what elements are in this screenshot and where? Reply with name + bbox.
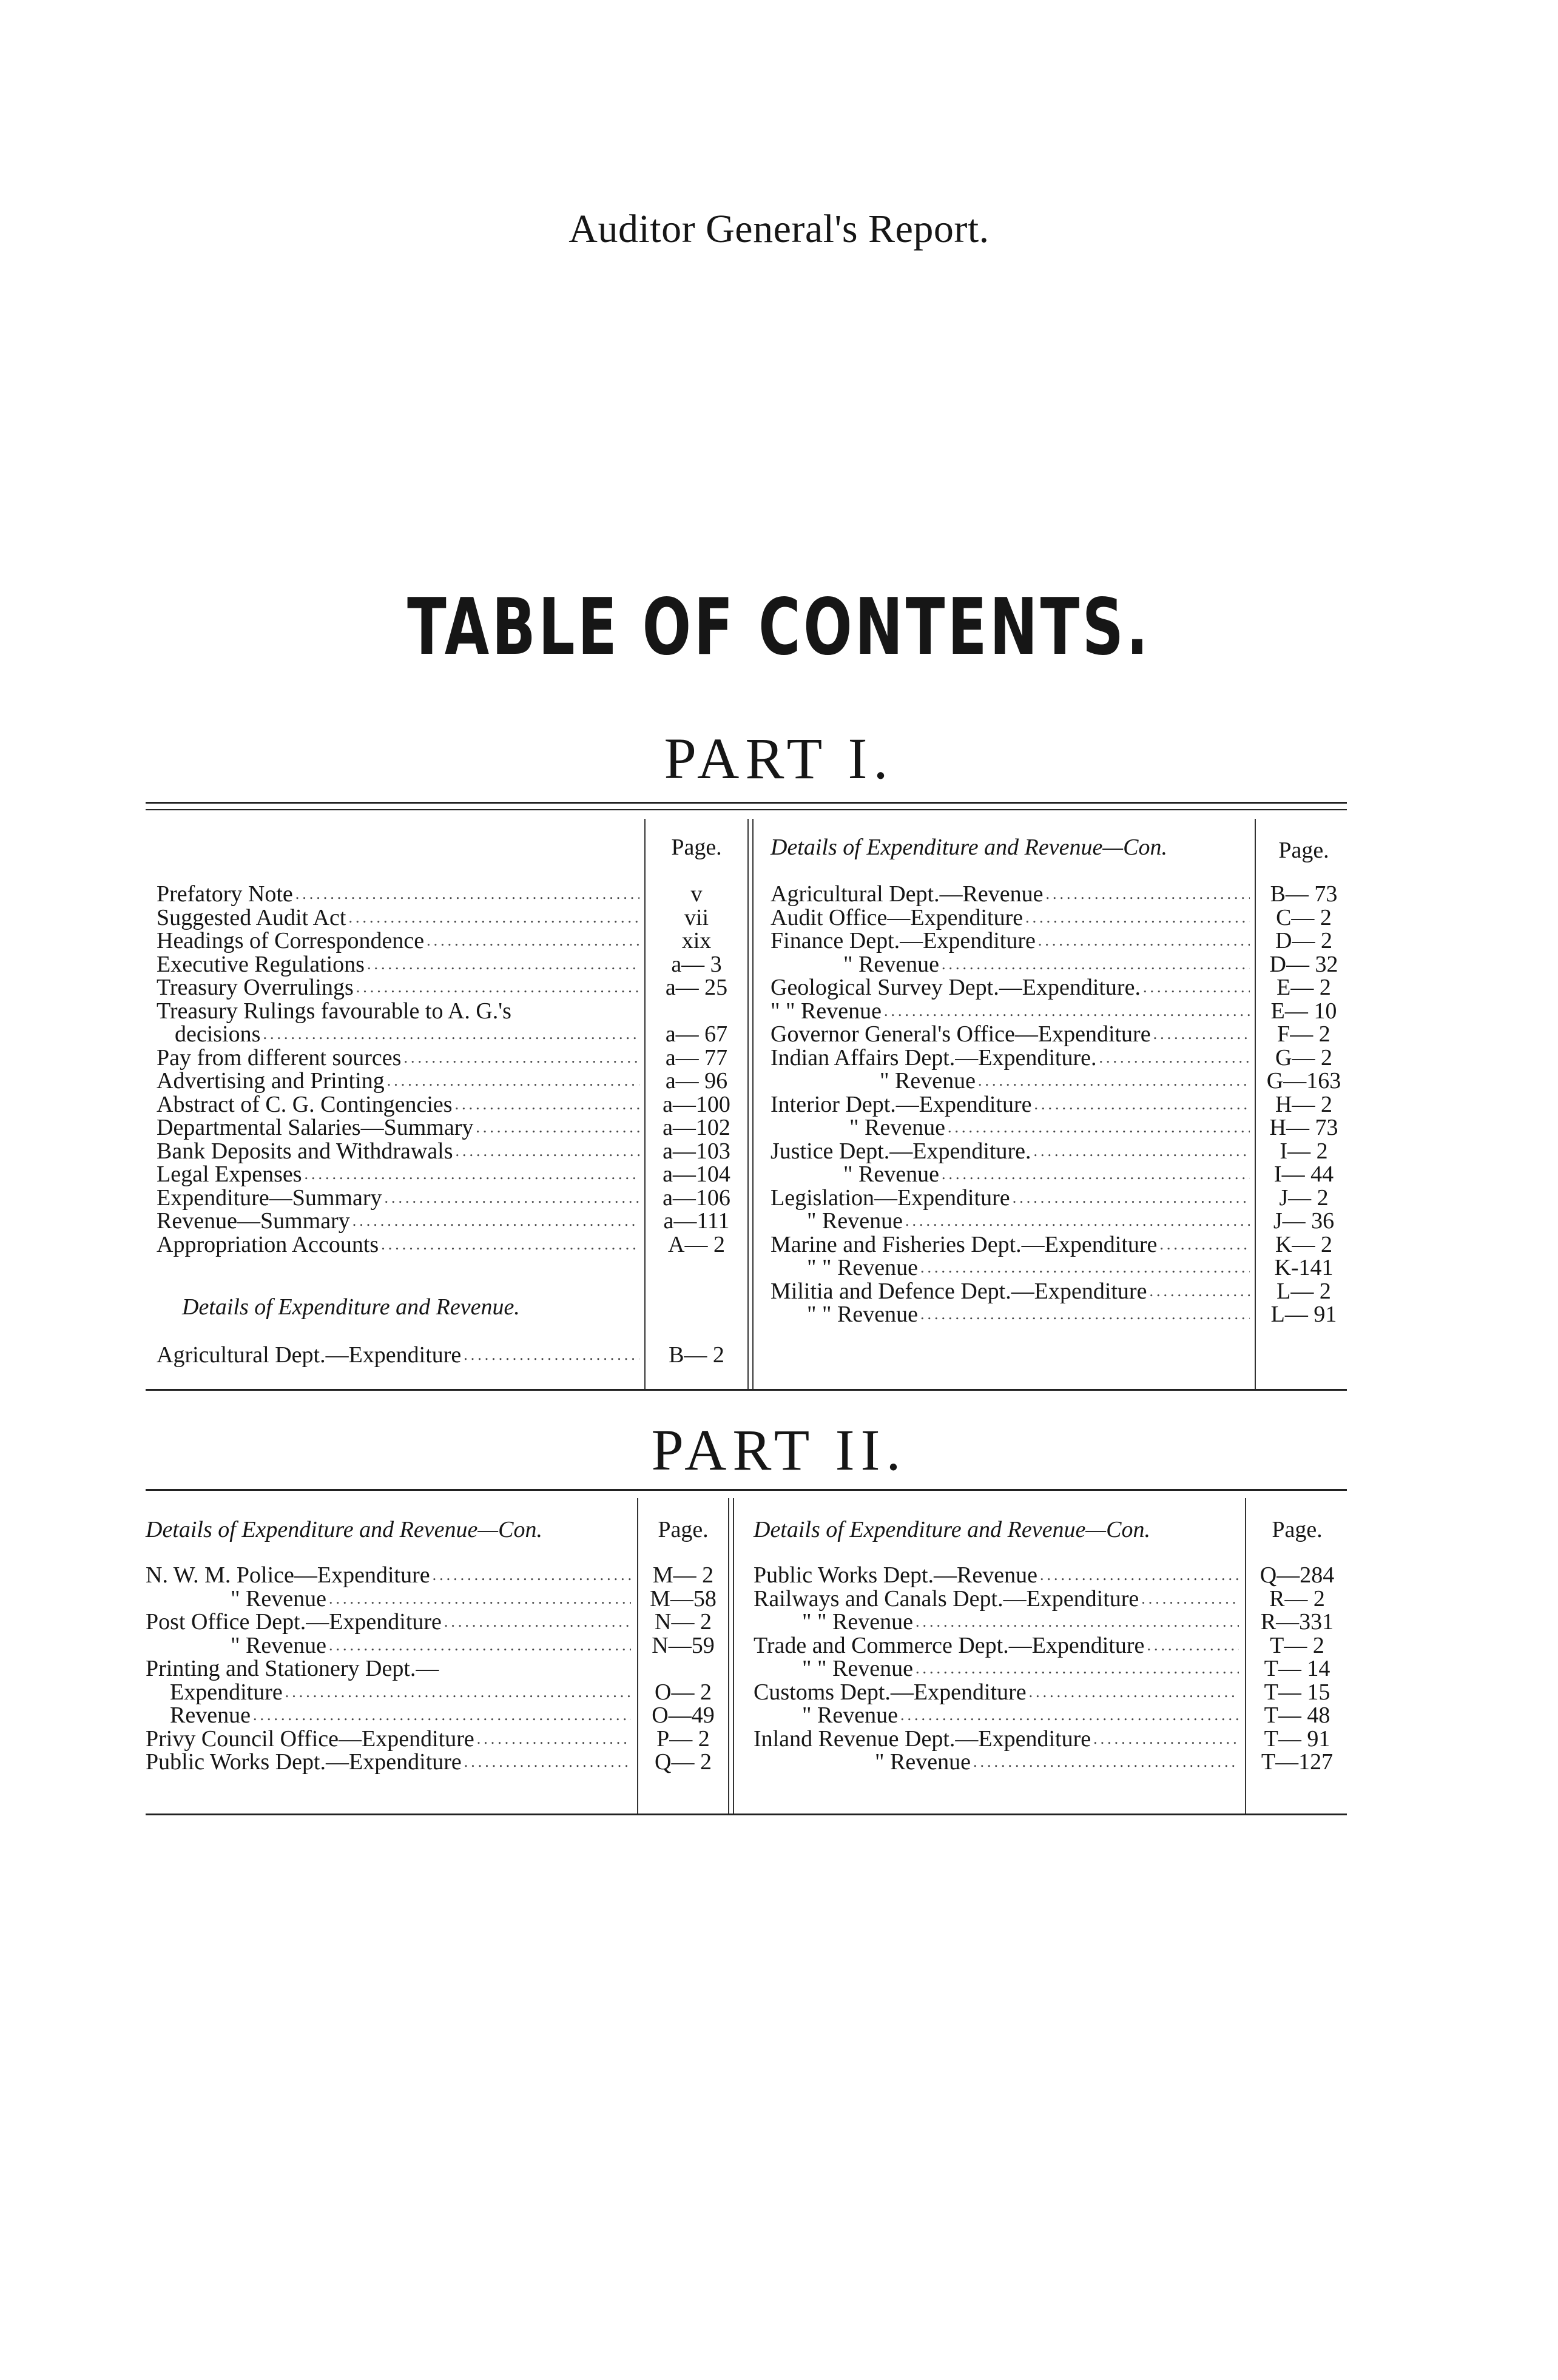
part-two-left-divider	[637, 1498, 638, 1814]
dot-leader	[905, 1209, 1250, 1232]
toc-page-number: Q—284	[1260, 1562, 1335, 1588]
toc-entry	[157, 1000, 639, 1023]
dot-leader	[455, 1093, 639, 1116]
dot-leader	[1153, 1023, 1250, 1046]
toc-page-number: R— 2	[1269, 1585, 1325, 1612]
toc-entry-label: decisions	[175, 1021, 261, 1047]
toc-entry-label: " " Revenue	[802, 1609, 913, 1635]
toc-entry	[231, 1634, 631, 1657]
dot-leader	[381, 1233, 639, 1256]
dot-leader	[1038, 929, 1250, 952]
toc-entry-label: Militia and Defence Dept.—Expenditure	[771, 1278, 1147, 1304]
toc-entry-label: " Revenue	[875, 1749, 971, 1775]
toc-entry-label: " " Revenue	[807, 1255, 918, 1280]
toc-page-number: K-141	[1274, 1255, 1334, 1280]
toc-page-number: T— 15	[1264, 1679, 1330, 1705]
toc-page-number: vii	[684, 904, 709, 930]
toc-entry	[843, 953, 1250, 976]
dot-leader	[329, 1587, 631, 1610]
toc-entry	[157, 1209, 639, 1232]
toc-entry-label: " Revenue	[849, 1115, 945, 1140]
toc-entry	[771, 1046, 1250, 1069]
toc-entry	[771, 1140, 1250, 1163]
toc-entry	[157, 906, 639, 929]
dot-leader	[942, 953, 1250, 976]
toc-entry-label: Advertising and Printing	[157, 1068, 385, 1094]
toc-entry-label: Customs Dept.—Expenditure	[754, 1679, 1027, 1705]
toc-entry	[157, 1069, 639, 1092]
part-one-center-divider	[747, 819, 749, 1389]
toc-entry-label: Interior Dept.—Expenditure	[771, 1091, 1032, 1117]
part-one-top-rule-inner	[146, 809, 1347, 810]
toc-entry-label: " Revenue	[843, 951, 939, 977]
dot-leader	[403, 1046, 639, 1069]
toc-page-number: a—104	[663, 1161, 730, 1187]
toc-entry	[880, 1069, 1250, 1092]
dot-leader	[916, 1657, 1239, 1680]
toc-entry-label: Audit Office—Expenditure	[771, 904, 1023, 930]
part-one-left-page-header: Page.	[671, 835, 722, 860]
toc-page-number: a—103	[663, 1138, 730, 1164]
toc-entry	[802, 1704, 1239, 1727]
toc-entry	[771, 906, 1250, 929]
toc-page-number: F— 2	[1277, 1021, 1330, 1047]
toc-entry	[754, 1587, 1239, 1610]
toc-entry	[157, 1163, 639, 1186]
toc-entry-label: " Revenue	[802, 1703, 898, 1728]
toc-page-number: H— 2	[1275, 1091, 1332, 1117]
toc-entry	[754, 1634, 1239, 1657]
toc-entry-label: Departmental Salaries—Summary	[157, 1115, 474, 1140]
dot-leader	[464, 1343, 639, 1366]
dot-leader	[973, 1750, 1239, 1773]
dot-leader	[942, 1163, 1250, 1186]
toc-entry-label: " Revenue	[843, 1161, 939, 1187]
dot-leader	[263, 1023, 639, 1046]
toc-entry	[170, 1704, 631, 1727]
part-one-left-divider	[644, 819, 646, 1389]
toc-page-number: O— 2	[655, 1679, 712, 1705]
toc-entry-label: Privy Council Office—Expenditure	[146, 1726, 474, 1752]
toc-entry-label: Expenditure—Summary	[157, 1185, 382, 1211]
toc-entry-label: Governor General's Office—Expenditure	[771, 1021, 1151, 1047]
dot-leader	[477, 1727, 631, 1750]
toc-entry	[771, 1023, 1250, 1046]
toc-entry	[843, 1163, 1250, 1186]
dot-leader	[456, 1140, 639, 1163]
toc-page-number: a—100	[663, 1091, 730, 1117]
toc-entry	[157, 882, 639, 906]
toc-entry-label: Agricultural Dept.—Expenditure	[157, 1342, 462, 1368]
dot-leader	[1040, 1564, 1239, 1587]
dot-leader	[285, 1681, 631, 1704]
toc-page-number: E— 2	[1276, 975, 1331, 1000]
toc-page-number: M— 2	[652, 1562, 714, 1588]
dot-leader	[367, 953, 639, 976]
toc-entry-label: Prefatory Note	[157, 881, 293, 907]
part-two-center-divider	[728, 1498, 729, 1814]
toc-entry-label: Pay from different sources	[157, 1044, 402, 1071]
toc-entry-label: " " Revenue	[807, 1302, 918, 1327]
toc-page-number: J— 36	[1273, 1208, 1335, 1234]
toc-entry	[157, 1343, 639, 1366]
part-one-top-rule	[146, 802, 1347, 804]
toc-page-number: K— 2	[1275, 1231, 1332, 1257]
toc-page-number	[648, 1000, 745, 1023]
toc-page-number: R—331	[1260, 1609, 1334, 1635]
toc-entry	[146, 1610, 631, 1633]
toc-entry	[771, 1186, 1250, 1209]
part-two-right-page-header: Page.	[1272, 1517, 1323, 1542]
toc-page-number: D— 2	[1275, 928, 1332, 953]
toc-entry	[807, 1209, 1250, 1232]
toc-entry	[157, 1140, 639, 1163]
toc-page-number: G— 2	[1275, 1044, 1332, 1071]
toc-entry	[157, 1116, 639, 1139]
toc-page-number: D— 32	[1269, 951, 1338, 977]
toc-page-number: B— 2	[669, 1342, 724, 1368]
toc-entry	[157, 1046, 639, 1069]
dot-leader	[329, 1634, 631, 1657]
toc-entry-label: " " Revenue	[802, 1656, 913, 1681]
part-one-right-page-header: Page.	[1278, 838, 1329, 863]
part-two-right-column-header: Details of Expenditure and Revenue—Con.	[754, 1517, 1150, 1542]
toc-entry-label: Suggested Audit Act	[157, 904, 346, 930]
toc-page-number: Q— 2	[655, 1749, 712, 1775]
part-two-left-page-header: Page.	[658, 1517, 709, 1542]
toc-entry	[146, 1750, 631, 1773]
part-two-heading: PART II.	[651, 1417, 907, 1482]
dot-leader	[1159, 1233, 1250, 1256]
toc-page-number: a— 96	[665, 1068, 728, 1094]
toc-page-number: I— 44	[1273, 1161, 1334, 1187]
toc-entry-label: Public Works Dept.—Expenditure	[146, 1749, 462, 1775]
toc-entry-label: Railways and Canals Dept.—Expenditure	[754, 1585, 1139, 1612]
dot-leader	[464, 1750, 631, 1773]
dot-leader	[356, 976, 639, 999]
toc-page-number: T— 48	[1264, 1703, 1330, 1728]
toc-page-number: a—102	[663, 1115, 730, 1140]
dot-leader	[1034, 1093, 1250, 1116]
dot-leader	[444, 1610, 631, 1633]
running-head: Auditor General's Report.	[568, 207, 990, 251]
toc-page-number: a— 77	[665, 1044, 728, 1071]
dot-leader	[1029, 1681, 1239, 1704]
toc-entry-label: Treasury Rulings favourable to A. G.'s	[157, 998, 511, 1024]
toc-entry-label: Headings of Correspondence	[157, 928, 425, 953]
toc-entry	[875, 1750, 1239, 1773]
dot-leader	[1143, 976, 1250, 999]
toc-entry-label: Bank Deposits and Withdrawals	[157, 1138, 453, 1164]
dot-leader	[1034, 1140, 1250, 1163]
dot-leader	[387, 1069, 639, 1092]
toc-page-number: L— 2	[1276, 1278, 1331, 1304]
dot-leader	[427, 929, 639, 952]
toc-page-number: J— 2	[1279, 1185, 1329, 1211]
toc-entry-label: " Revenue	[231, 1585, 326, 1612]
toc-entry-label: " Revenue	[880, 1068, 976, 1094]
toc-entry-label: N. W. M. Police—Expenditure	[146, 1562, 430, 1588]
dot-leader	[384, 1186, 639, 1209]
toc-entry	[771, 976, 1250, 999]
toc-entry	[771, 929, 1250, 952]
toc-entry	[157, 929, 639, 952]
toc-page-number: P— 2	[656, 1726, 710, 1752]
toc-page-number: a—111	[663, 1208, 730, 1234]
toc-entry	[157, 1186, 639, 1209]
toc-entry	[754, 1564, 1239, 1587]
part-one-heading: PART I.	[664, 726, 894, 791]
toc-entry-label: Treasury Overrulings	[157, 975, 354, 1000]
toc-entry	[157, 976, 639, 999]
toc-entry-label: Agricultural Dept.—Revenue	[771, 881, 1044, 907]
dot-leader	[978, 1069, 1250, 1092]
toc-page-number: E— 10	[1270, 998, 1337, 1024]
toc-entry	[146, 1657, 631, 1680]
toc-entry-label: Revenue—Summary	[157, 1208, 350, 1234]
toc-entry	[146, 1564, 631, 1587]
part-one-right-divider	[1255, 819, 1256, 1389]
dot-leader	[1141, 1587, 1239, 1610]
toc-entry	[754, 1681, 1239, 1704]
part-one-left-subheading: Details of Expenditure and Revenue.	[182, 1294, 520, 1320]
dot-leader	[884, 1000, 1250, 1023]
toc-page-number: a— 3	[671, 951, 722, 977]
toc-entry-label: Executive Regulations	[157, 951, 365, 977]
dot-leader	[916, 1610, 1239, 1633]
toc-entry	[802, 1610, 1239, 1633]
dot-leader	[920, 1303, 1250, 1326]
toc-page-number: v	[690, 881, 703, 907]
dot-leader	[900, 1704, 1239, 1727]
toc-entry-label: Public Works Dept.—Revenue	[754, 1562, 1038, 1588]
toc-entry	[157, 1093, 639, 1116]
toc-entry	[807, 1256, 1250, 1279]
toc-entry-label: Legal Expenses	[157, 1161, 302, 1187]
toc-entry-label: " Revenue	[807, 1208, 903, 1234]
toc-entry-label: Appropriation Accounts	[157, 1231, 379, 1257]
toc-entry	[146, 1727, 631, 1750]
toc-page-number	[641, 1657, 726, 1680]
toc-page-number: N—59	[652, 1632, 715, 1658]
toc-entry	[849, 1116, 1250, 1139]
dot-leader	[1149, 1280, 1250, 1303]
dot-leader	[1025, 906, 1250, 929]
dot-leader	[305, 1163, 639, 1186]
toc-entry-label: Justice Dept.—Expenditure.	[771, 1138, 1031, 1164]
toc-entry-label: Inland Revenue Dept.—Expenditure	[754, 1726, 1091, 1752]
dot-leader	[1046, 882, 1250, 906]
dot-leader	[295, 882, 639, 906]
toc-entry	[170, 1681, 631, 1704]
toc-entry	[754, 1727, 1239, 1750]
dot-leader	[948, 1116, 1250, 1139]
toc-page-number: O—49	[652, 1703, 715, 1728]
toc-page-number: T—127	[1261, 1749, 1334, 1775]
toc-entry-label: Post Office Dept.—Expenditure	[146, 1609, 442, 1635]
toc-page-number: a—106	[663, 1185, 730, 1211]
toc-entry	[175, 1023, 639, 1046]
part-one-right-column-header: Details of Expenditure and Revenue—Con.	[771, 835, 1167, 860]
toc-entry-label: Expenditure	[170, 1679, 283, 1705]
toc-entry-label: Printing and Stationery Dept.—	[146, 1656, 439, 1681]
toc-entry	[157, 953, 639, 976]
toc-entry-label: " Revenue	[231, 1632, 326, 1658]
toc-page-number: H— 73	[1269, 1115, 1338, 1140]
toc-entry	[157, 1233, 639, 1256]
toc-entry	[802, 1657, 1239, 1680]
toc-entry-label: " " Revenue	[771, 998, 882, 1024]
toc-page-number: a— 25	[665, 975, 728, 1000]
part-one-center-divider-double	[752, 819, 754, 1389]
dot-leader	[433, 1564, 631, 1587]
toc-page-number: I— 2	[1280, 1138, 1328, 1164]
toc-entry-label: Marine and Fisheries Dept.—Expenditure	[771, 1231, 1158, 1257]
toc-page-number: T— 2	[1270, 1632, 1324, 1658]
dot-leader	[920, 1256, 1250, 1279]
dot-leader	[352, 1209, 639, 1232]
part-two-left-column-header: Details of Expenditure and Revenue—Con.	[146, 1517, 542, 1542]
toc-entry-label: Revenue	[170, 1703, 251, 1728]
toc-page-number: A— 2	[668, 1231, 725, 1257]
toc-entry	[771, 1093, 1250, 1116]
toc-entry	[771, 1000, 1250, 1023]
toc-entry-label: Indian Affairs Dept.—Expenditure.	[771, 1044, 1097, 1071]
dot-leader	[476, 1116, 639, 1139]
part-two-top-rule	[146, 1489, 1347, 1491]
toc-entry	[771, 882, 1250, 906]
page-title: TABLE OF CONTENTS.	[407, 582, 1151, 673]
toc-page-number: L— 91	[1270, 1302, 1337, 1327]
toc-entry	[771, 1280, 1250, 1303]
dot-leader	[1093, 1727, 1239, 1750]
toc-page-number: B— 73	[1270, 881, 1338, 907]
part-two-bottom-rule	[146, 1814, 1347, 1815]
toc-page-number: T— 14	[1264, 1656, 1330, 1681]
toc-page-number: a— 67	[665, 1021, 728, 1047]
part-two-right-divider	[1245, 1498, 1246, 1814]
dot-leader	[348, 906, 639, 929]
dot-leader	[253, 1704, 631, 1727]
toc-page-number: T— 91	[1264, 1726, 1330, 1752]
toc-entry-label: Geological Survey Dept.—Expenditure.	[771, 975, 1141, 1000]
toc-page-number: N— 2	[655, 1609, 712, 1635]
toc-page-number: G—163	[1266, 1068, 1341, 1094]
toc-entry	[231, 1587, 631, 1610]
toc-entry	[807, 1303, 1250, 1326]
dot-leader	[1013, 1186, 1250, 1209]
toc-entry	[771, 1233, 1250, 1256]
toc-entry-label: Legislation—Expenditure	[771, 1185, 1010, 1211]
toc-entry-label: Abstract of C. G. Contingencies	[157, 1091, 453, 1117]
dot-leader	[1147, 1634, 1239, 1657]
dot-leader	[1099, 1046, 1250, 1069]
part-one-bottom-rule	[146, 1389, 1347, 1391]
part-two-center-divider-double	[733, 1498, 734, 1814]
toc-page-number: xix	[681, 928, 712, 953]
toc-entry-label: Finance Dept.—Expenditure	[771, 928, 1036, 953]
toc-entry-label: Trade and Commerce Dept.—Expenditure	[754, 1632, 1145, 1658]
toc-page-number: C— 2	[1276, 904, 1332, 930]
toc-page-number: M—58	[650, 1585, 717, 1612]
